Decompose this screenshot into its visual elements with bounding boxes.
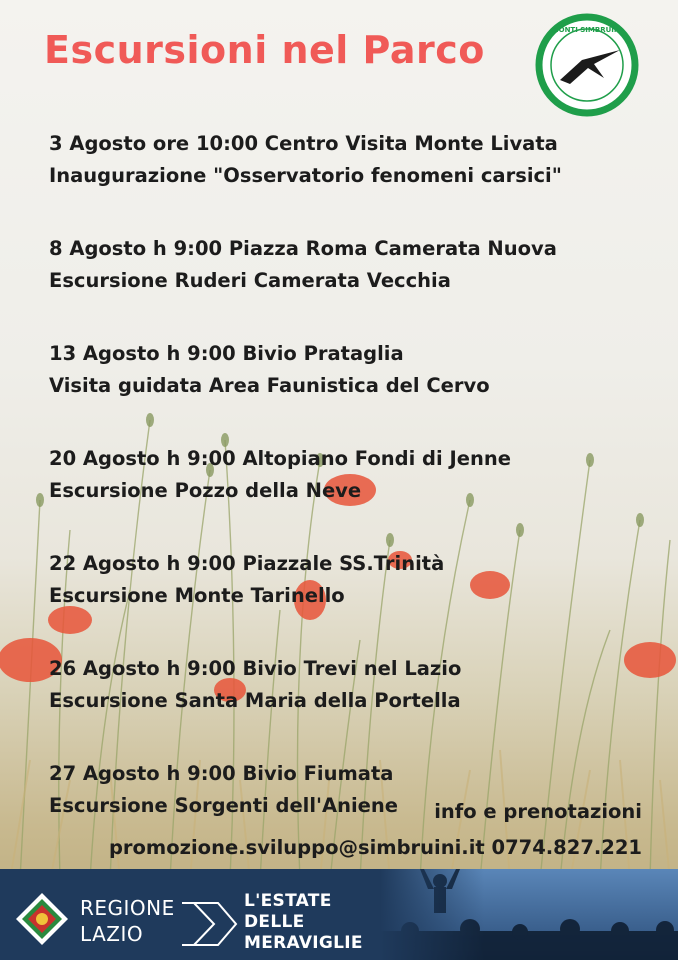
event-description: Escursione Santa Maria della Portella: [49, 689, 461, 712]
region-line: REGIONE: [80, 896, 175, 920]
list-item: [49, 653, 659, 717]
region-name: [80, 895, 175, 947]
park-logo: [530, 12, 644, 118]
event-date-place: 27 Agosto h 9:00 Bivio Fiumata: [49, 762, 394, 785]
event-date-place: 20 Agosto h 9:00 Altopiano Fondi di Jenne: [49, 447, 511, 470]
event-date-place: 26 Agosto h 9:00 Bivio Trevi nel Lazio: [49, 657, 462, 680]
list-item: [49, 443, 659, 507]
event-description: Escursione Monte Tarinello: [49, 584, 345, 607]
campaign-line: MERAVIGLIE: [244, 933, 363, 953]
campaign-line: L'ESTATE: [244, 891, 332, 911]
event-date-place: 3 Agosto ore 10:00 Centro Visita Monte Livata: [49, 132, 558, 155]
event-date-place: 13 Agosto h 9:00 Bivio Prataglia: [49, 342, 404, 365]
event-description: Escursione Sorgenti dell'Aniene: [49, 794, 399, 817]
event-date-place: 8 Agosto h 9:00 Piazza Roma Camerata Nuova: [49, 237, 557, 260]
list-item: [49, 128, 659, 192]
list-item: [49, 233, 659, 297]
event-description: Inaugurazione "Osservatorio fenomeni carsici": [49, 164, 562, 187]
list-item: [49, 338, 659, 402]
region-line: LAZIO: [80, 922, 144, 946]
contact-line: [109, 830, 642, 866]
campaign-title: [244, 891, 363, 954]
event-description: Visita guidata Area Faunistica del Cervo: [49, 374, 490, 397]
page-title: Escursioni nel Parco: [44, 28, 485, 72]
chevron-right-icon: [180, 899, 240, 949]
contact-label: info e prenotazioni: [434, 800, 642, 823]
event-date-place: 22 Agosto h 9:00 Piazzale SS.Trinità: [49, 552, 445, 575]
crowd-photo: [380, 869, 678, 960]
regione-lazio-emblem-icon: [14, 891, 70, 947]
footer-banner: [0, 869, 678, 960]
event-description: Escursione Ruderi Camerata Vecchia: [49, 269, 451, 292]
events-list: [49, 128, 659, 863]
contact-phone: 0774.827.221: [491, 836, 642, 859]
campaign-line: DELLE: [244, 912, 305, 932]
event-description: Escursione Pozzo della Neve: [49, 479, 362, 502]
list-item: [49, 548, 659, 612]
contact-info: [109, 794, 642, 866]
logo-top-text: MONTI SIMBRUINI: [551, 26, 623, 34]
contact-email: promozione.sviluppo@simbruini.it: [108, 836, 485, 859]
